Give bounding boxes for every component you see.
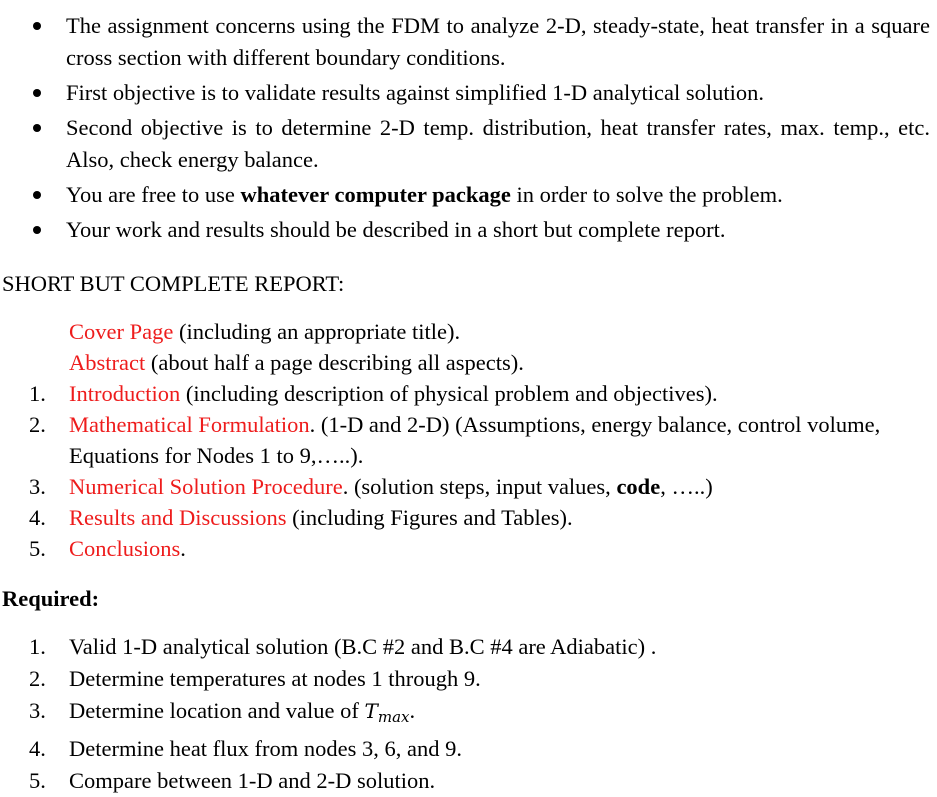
report-item-desc: (including Figures and Tables). [286, 505, 573, 530]
required-item [0, 663, 930, 695]
report-item-number: 5. [29, 536, 46, 561]
required-item-number: 4. [29, 736, 46, 761]
bullet-dot-icon [33, 191, 41, 199]
required-item-text: Valid 1-D analytical solution (B.C #2 and B.C #4 are Adiabatic) . [69, 634, 657, 659]
report-item-abstract [0, 347, 930, 378]
report-item-number: 3. [29, 474, 46, 499]
bullet-item [0, 10, 930, 74]
report-item-desc: . (1-D and 2-D) (Assumptions, energy balance, control volume, Equations for Nodes 1 to 9,…..). [69, 412, 881, 468]
report-item-numerical-solution [0, 471, 930, 502]
report-sections-list [0, 316, 930, 564]
bullet-text: First objective is to validate results against simplified 1-D analytical solution. [66, 80, 764, 105]
bullet-dot-icon [33, 22, 41, 30]
report-item-title: Conclusions [69, 536, 181, 561]
bullet-item [0, 214, 930, 246]
report-item-desc: . (solution steps, input values, [342, 474, 617, 499]
required-item-text: Determine temperatures at nodes 1 through 9. [69, 666, 481, 691]
required-item [0, 631, 930, 663]
bullet-text: The assignment concerns using the FDM to analyze 2-D, steady-state, heat transfer in a square cross section with different boundary conditions. [66, 13, 930, 70]
bullet-text: Your work and results should be described in a short but complete report. [66, 217, 726, 242]
bullet-item [0, 77, 930, 109]
report-item-conclusions [0, 533, 930, 564]
report-item-number: 1. [29, 381, 46, 406]
report-item-desc: . [180, 536, 186, 561]
report-item-math-formulation [0, 409, 930, 471]
report-item-desc: (including description of physical problem and objectives). [180, 381, 718, 406]
required-item [0, 695, 930, 733]
bullet-dot-icon [33, 226, 41, 234]
report-item-title: Numerical Solution Procedure [69, 474, 343, 499]
bullet-text-pre: You are free to use [66, 182, 241, 207]
report-heading: SHORT BUT COMPLETE REPORT: [2, 271, 345, 296]
required-heading: Required: [2, 586, 100, 611]
bullet-text-post: in order to solve the problem. [510, 182, 783, 207]
bullet-item [0, 112, 930, 176]
report-item-results [0, 502, 930, 533]
required-item-number: 3. [29, 698, 46, 723]
report-item-title: Mathematical Formulation [69, 412, 310, 437]
bullet-item [0, 179, 930, 211]
report-item-desc: (including an appropriate title). [173, 319, 461, 344]
objectives-bullet-list [0, 10, 930, 246]
report-item-desc: (about half a page describing all aspects). [145, 350, 524, 375]
report-item-number: 4. [29, 505, 46, 530]
required-item-text: Determine heat flux from nodes 3, 6, and 9. [69, 736, 463, 761]
required-item [0, 765, 930, 797]
tmax-symbol [364, 699, 410, 726]
report-item-title: Results and Discussions [69, 505, 287, 530]
report-item-number: 2. [29, 412, 46, 437]
required-item-number: 5. [29, 768, 46, 793]
report-item-title: Introduction [69, 381, 181, 406]
bullet-dot-icon [33, 89, 41, 97]
required-item-number: 1. [29, 634, 46, 659]
bullet-dot-icon [33, 124, 41, 132]
tmax-base: T [364, 699, 378, 723]
bullet-text-bold: whatever computer package [240, 182, 511, 207]
required-item-text-end: . [409, 698, 416, 723]
tmax-subscript: max [377, 708, 410, 726]
required-item [0, 733, 930, 765]
report-item-cover-page [0, 316, 930, 347]
report-item-desc-end: , …..) [660, 474, 713, 499]
required-item-text: Determine location and value of [69, 698, 365, 723]
report-item-bold: code [616, 474, 661, 499]
required-list [0, 631, 930, 797]
report-item-introduction [0, 378, 930, 409]
bullet-text: Second objective is to determine 2-D temp. distribution, heat transfer rates, max. temp., etc. Also, check energy balance. [66, 115, 930, 172]
report-item-title: Abstract [69, 350, 146, 375]
report-item-title: Cover Page [69, 319, 174, 344]
required-item-number: 2. [29, 666, 46, 691]
required-item-text: Compare between 1-D and 2-D solution. [69, 768, 436, 793]
